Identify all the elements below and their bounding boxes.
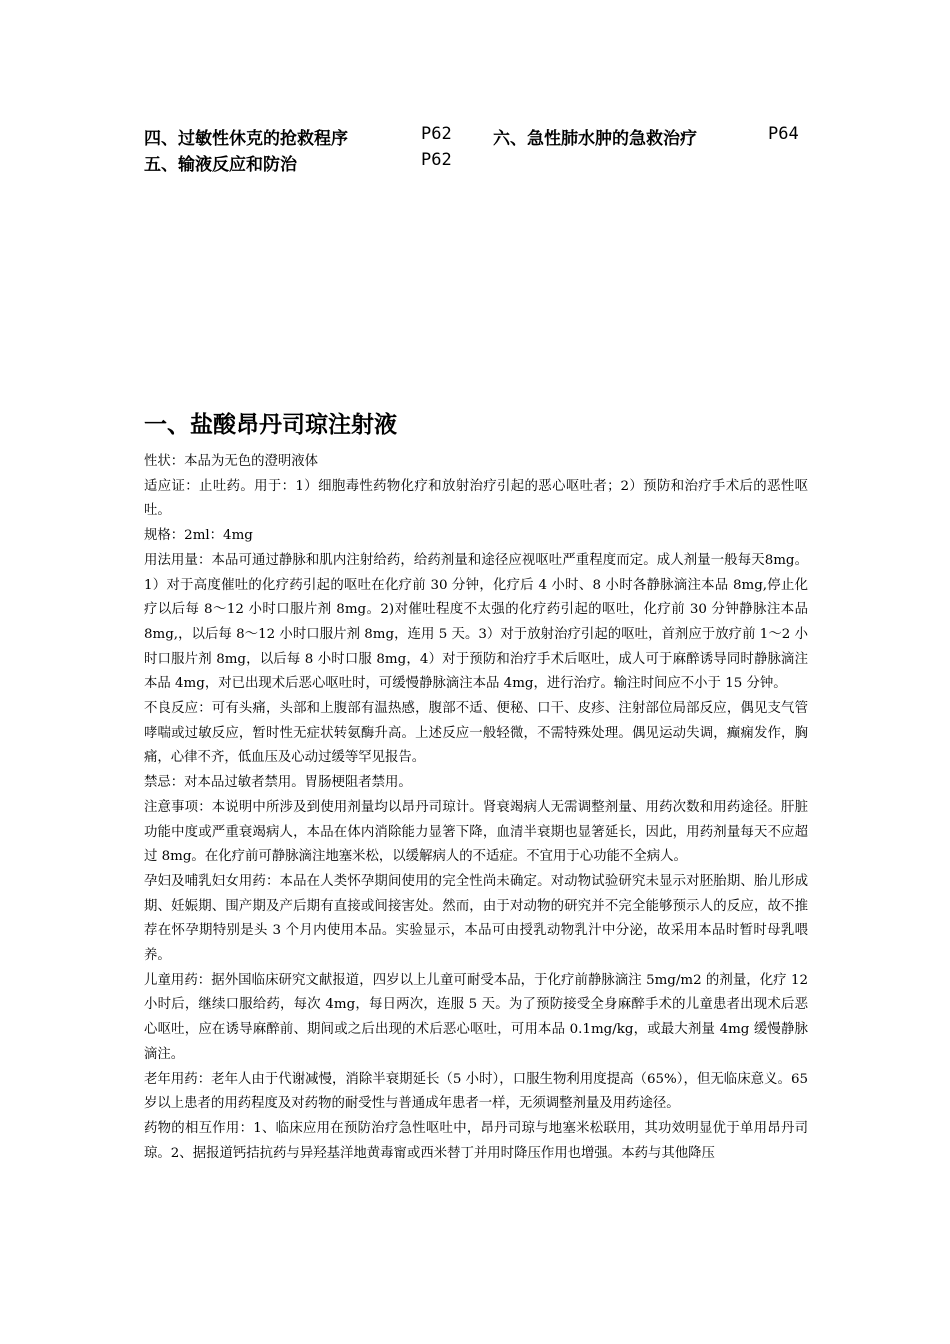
toc-entry-title[interactable]: 四、过敏性休克的抢救程序 <box>144 129 348 149</box>
paragraph-pediatric: 儿童用药：据外国临床研究文献报道，四岁以上儿童可耐受本品，于化疗前静脉滴注 5mg/m2 的剂量，化疗 12 小时后，继续口服给药，每次 4mg，每日两次，连服 5 天。为了预防接受全身麻醉手术的儿童患者出现术后恶心呕吐，应在诱导麻醉前、期间或之后出现的术后恶心呕吐，可用本品 0.1mg/kg，或最大剂量 4mg 缓慢静脉滴注。 <box>144 972 808 1062</box>
paragraph-interactions: 药物的相互作用：1、临床应用在预防治疗急性呕吐中，昂丹司琼与地塞米松联用，其功效明显优于单用昂丹司琼。2、据报道钙拮抗药与异羟基洋地黄毒甯或西米替丁并用时降压作用也增强。本药与其他降压 <box>144 1120 808 1161</box>
toc-row <box>144 150 824 176</box>
paragraph-adverse-reactions: 不良反应：可有头痛，头部和上腹部有温热感，腹部不适、便秘、口干、皮疹、注射部位局部反应，偶见支气管哮喘或过敏反应，暂时性无症状转氨酶升高。上述反应一般轻微，不需特殊处理。偶见运动失调，癫痫发作，胸痛，心律不齐，低血压及心动过缓等罕见报告。 <box>144 701 808 766</box>
toc-entry-page: P62 <box>421 124 452 144</box>
paragraph-pregnancy: 孕妇及哺乳妇女用药：本品在人类怀孕期间使用的完全性尚未确定。对动物试验研究未显示对胚胎期、胎儿形成期、妊娠期、围产期及产后期有直接或间接害处。然而，由于对动物的研究并不完全能够预示人的反应，故不推荐在怀孕期特别是头 3 个月内使用本品。实验显示，本品可由授乳动物乳汁中分泌，故采用本品时暂时母乳喂养。 <box>144 873 808 964</box>
paragraph-contraindications: 禁忌：对本品过敏者禁用。胃肠梗阻者禁用。 <box>144 775 412 791</box>
section-body <box>144 450 808 1166</box>
toc-entry-page: P62 <box>421 150 452 170</box>
toc-entry-title[interactable]: 六、急性肺水肿的急救治疗 <box>493 129 697 149</box>
toc-entry-title[interactable]: 五、输液反应和防治 <box>144 155 297 175</box>
paragraph-properties: 性状：本品为无色的澄明液体 <box>144 454 319 469</box>
paragraph-precautions: 注意事项：本说明中所涉及到使用剂量均以昂丹司琼计。肾衰竭病人无需调整剂量、用药次数和用药途径。肝脏功能中度或严重衰竭病人，本品在体内消除能力显箸下降，血清半衰期也显箸延长，因此，用药剂量每天不应超过 8mg。在化疗前可静脉滴注地塞米松，以缓解病人的不适症。不宜用于心功能不全病人。 <box>144 799 808 865</box>
section-title: 一、盐酸昂丹司琼注射液 <box>144 412 397 438</box>
paragraph-dosage: 用法用量：本品可通过静脉和肌内注射给药，给药剂量和途径应视呕吐严重程度而定。成人剂量一般每天8mg。1）对于高度催吐的化疗药引起的呕吐在化疗前 30 分钟，化疗后 4 小时、8 小时各静脉滴注本品 8mg,停止化疗以后每 8～12 小时口服片剂 8mg。2)对催吐程度不太强的化疗药引起的呕吐，化疗前 30 分钟静脉注本品 8mg,，以后每 8～12 小时口服片剂 8mg，连用 5 天。3）对于放射治疗引起的呕吐，首剂应于放疗前 1～2 小时口服片剂 8mg，以后每 8 小时口服 8mg，4）对于预防和治疗手术后呕吐，成人可于麻醉诱导同时静脉滴注本品 4mg，对已出现术后恶心呕吐时，可缓慢静脉滴注本品 4mg，进行治疗。输注时间应不小于 15 分钟。 <box>144 552 808 692</box>
paragraph-specification: 规格：2ml：4mg <box>144 528 253 544</box>
toc-entry-page: P64 <box>768 124 799 144</box>
toc-row <box>144 124 824 150</box>
table-of-contents <box>144 124 824 176</box>
paragraph-indications: 适应证：止吐药。用于：1）细胞毒性药物化疗和放射治疗引起的恶心呕吐者；2）预防和治疗手术后的恶性呕吐。 <box>144 478 808 519</box>
paragraph-geriatric: 老年用药：老年人由于代谢减慢，消除半衰期延长（5 小时），口服生物利用度提高（65%），但无临床意义。65 岁以上患者的用药程度及对药物的耐受性与普通成年患者一样，无须调整剂量及用药途径。 <box>144 1071 808 1112</box>
